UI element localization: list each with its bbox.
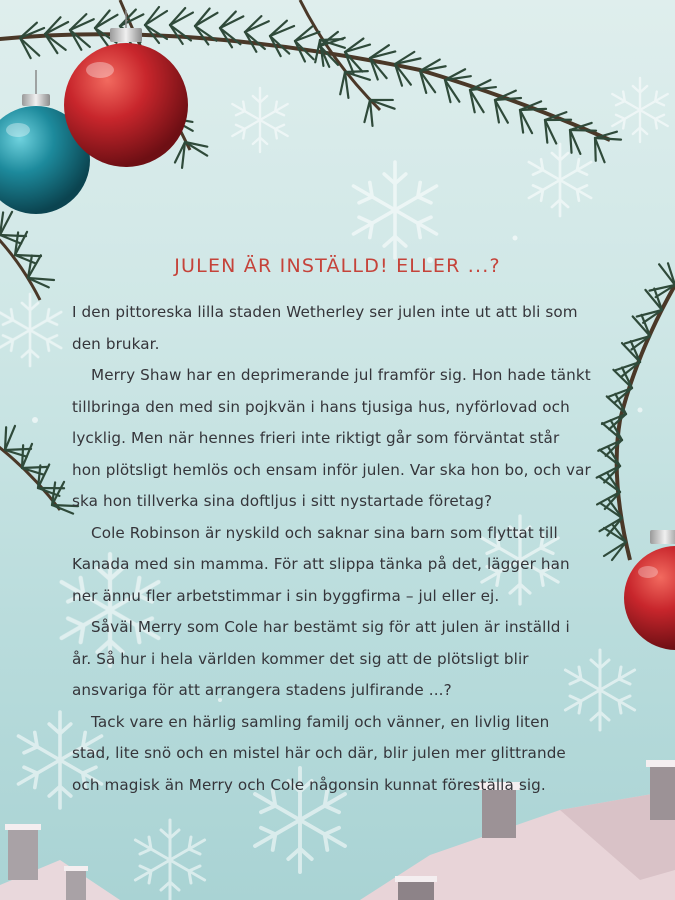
paragraph: Cole Robinson är nyskild och saknar sina barn som flyttat till Kanada med sin mamma. För att slippa tänka på det, lägger han ner ännu fler arbetstimmar i sin byggfirma – jul eller ej.	[72, 523, 570, 605]
red-ornament-right	[624, 530, 675, 650]
paragraph: Såväl Merry som Cole har bestämt sig för att julen är inställd i år. Så hur i hela världen kommer det sig att de plötsligt blir ansvariga för att arrangera stadens julfirande ...?	[72, 618, 570, 699]
paragraph: Merry Shaw har en deprimerande jul framför sig. Hon hade tänkt tillbringa den med sin pojkvän i hans tjusiga hus, nyförlovad och lycklig. Men när hennes frieri inte riktigt går som förväntat står hon plötsligt hemlös och ensam inför julen. Var ska hon bo, och var ska hon tillverka sina doftljus i sitt nystartade företag?	[72, 366, 591, 510]
pine-branch-right	[596, 260, 675, 560]
blurb-text	[72, 297, 592, 801]
paragraph: I den pittoreska lilla staden Wetherley ser julen inte ut att bli som den brukar.	[72, 303, 578, 353]
page-title: JULEN ÄR INSTÄLLD! ELLER ...?	[174, 255, 501, 277]
paragraph: Tack vare en härlig samling familj och vänner, en livlig liten stad, lite snö och en mistel här och där, blir julen mer glittrande och magisk än Merry och Cole någonsin kunnat föreställa sig.	[72, 712, 566, 794]
